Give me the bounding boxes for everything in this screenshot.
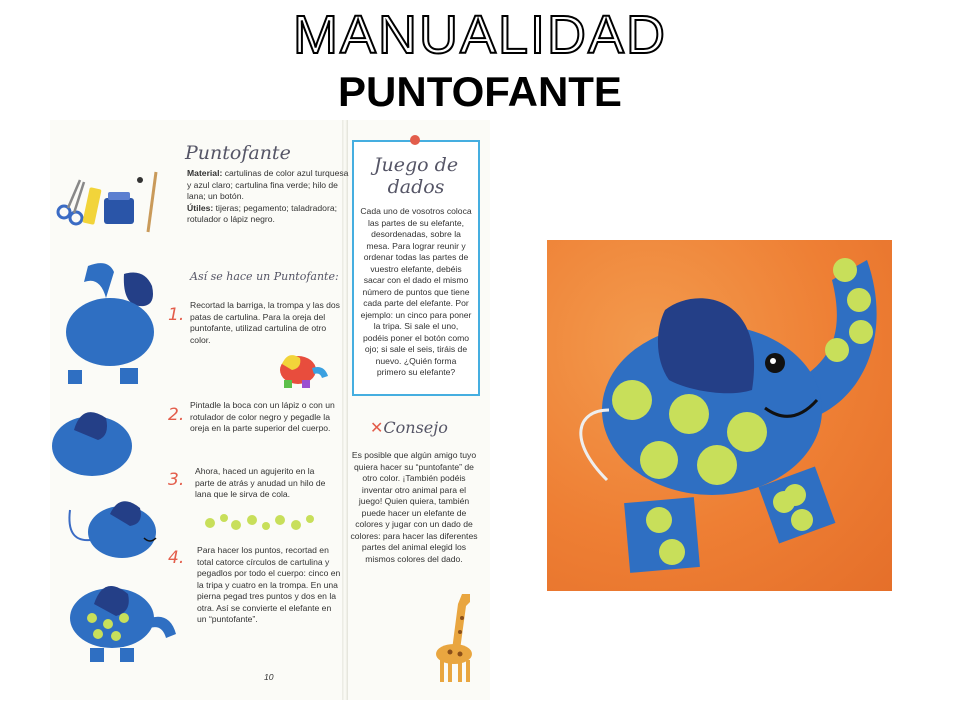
step4-text: Para hacer los puntos, recortad en total catorce círculos de cartulina y pegadlos por todo el cuerpo: cinco en la tripa y cuatro en la trompa. En una pierna pegad tres puntos y dos en la otra. Así se convierte el elefante en un “puntofante”. bbox=[197, 545, 341, 624]
materials-text: Material: cartulinas de color azul turquesa y azul claro; cartulina fina verde; hilo de lana; un botón. Útiles: tijeras; pegamento; taladradora; rotulador o lápiz negro. bbox=[187, 168, 349, 224]
elephant-craft-photo bbox=[547, 240, 892, 591]
book-heading: Puntofante bbox=[185, 142, 291, 164]
green-dots-decoration bbox=[200, 510, 320, 536]
step2-text: Pintadle la boca con un lápiz o con un rotulador de color negro y pegadle la oreja en la parte superior del cuerpo. bbox=[190, 400, 335, 433]
step4-illustration bbox=[62, 568, 192, 668]
scissors-icon bbox=[58, 180, 84, 224]
dice-game-box bbox=[352, 140, 480, 396]
colorful-elephant-illustration bbox=[268, 346, 338, 394]
pencil-icon bbox=[148, 172, 156, 232]
book-page-image bbox=[50, 120, 490, 700]
step1-text: Recortad la barriga, la trompa y las dos patas de cartulina. Para la oreja del puntofante, utilizad cartulina de otro color. bbox=[190, 300, 340, 345]
step3-illustration bbox=[60, 490, 170, 570]
puntofante-elephant-illustration bbox=[547, 240, 892, 591]
step1-number: 1. bbox=[168, 305, 185, 325]
step2-number: 2. bbox=[168, 405, 185, 425]
step1-parts-illustration bbox=[58, 256, 168, 386]
title-manualidad: MANUALIDAD bbox=[292, 5, 668, 65]
howto-heading: Así se hace un Puntofante: bbox=[190, 270, 339, 283]
pin-icon: ✕ bbox=[370, 418, 384, 437]
glue-icon bbox=[82, 187, 101, 225]
consejo-text: Es posible que algún amigo tuyo quiera hacer su “puntofante” de otro color. ¡También podéis inventar otro animal para el juego! Quien quiera, también puede hacer un elefante de colores y jugar con un dado de colores: para hacer las diferentes partes del animal elegid los mismos colores del dado. bbox=[350, 450, 478, 564]
step2-illustration bbox=[50, 400, 160, 480]
dice-game-title: Juego de dados bbox=[373, 154, 459, 198]
tools-illustration bbox=[52, 160, 182, 240]
step4-number: 4. bbox=[168, 548, 185, 568]
pin-icon bbox=[410, 135, 420, 145]
step3-text: Ahora, haced un agujerito en la parte de atrás y anudad un hilo de lana que le sirva de cola. bbox=[195, 466, 326, 499]
punch-icon bbox=[104, 198, 134, 224]
dice-game-text: Cada uno de vosotros coloca las partes de su elefante, desordenadas, sobre la mesa. Para lograr reunir y ordenar todas las partes de vuestro elefante, debéis sacar con el dado el mismo número de puntos que tiene cada parte del elefante. Por ejemplo: un cinco para poner la tripa. Si sale el uno, podéis poner el botón como ojo; si sale el seis, tiráis de nuevo. ¿Quién forma primero su elefante? bbox=[360, 206, 472, 377]
giraffe-illustration bbox=[428, 588, 488, 688]
subtitle-puntofante: PUNTOFANTE bbox=[338, 68, 622, 115]
step3-number: 3. bbox=[168, 470, 185, 490]
page-number: 10 bbox=[264, 672, 274, 682]
consejo-title: ✕Consejo bbox=[370, 418, 448, 437]
